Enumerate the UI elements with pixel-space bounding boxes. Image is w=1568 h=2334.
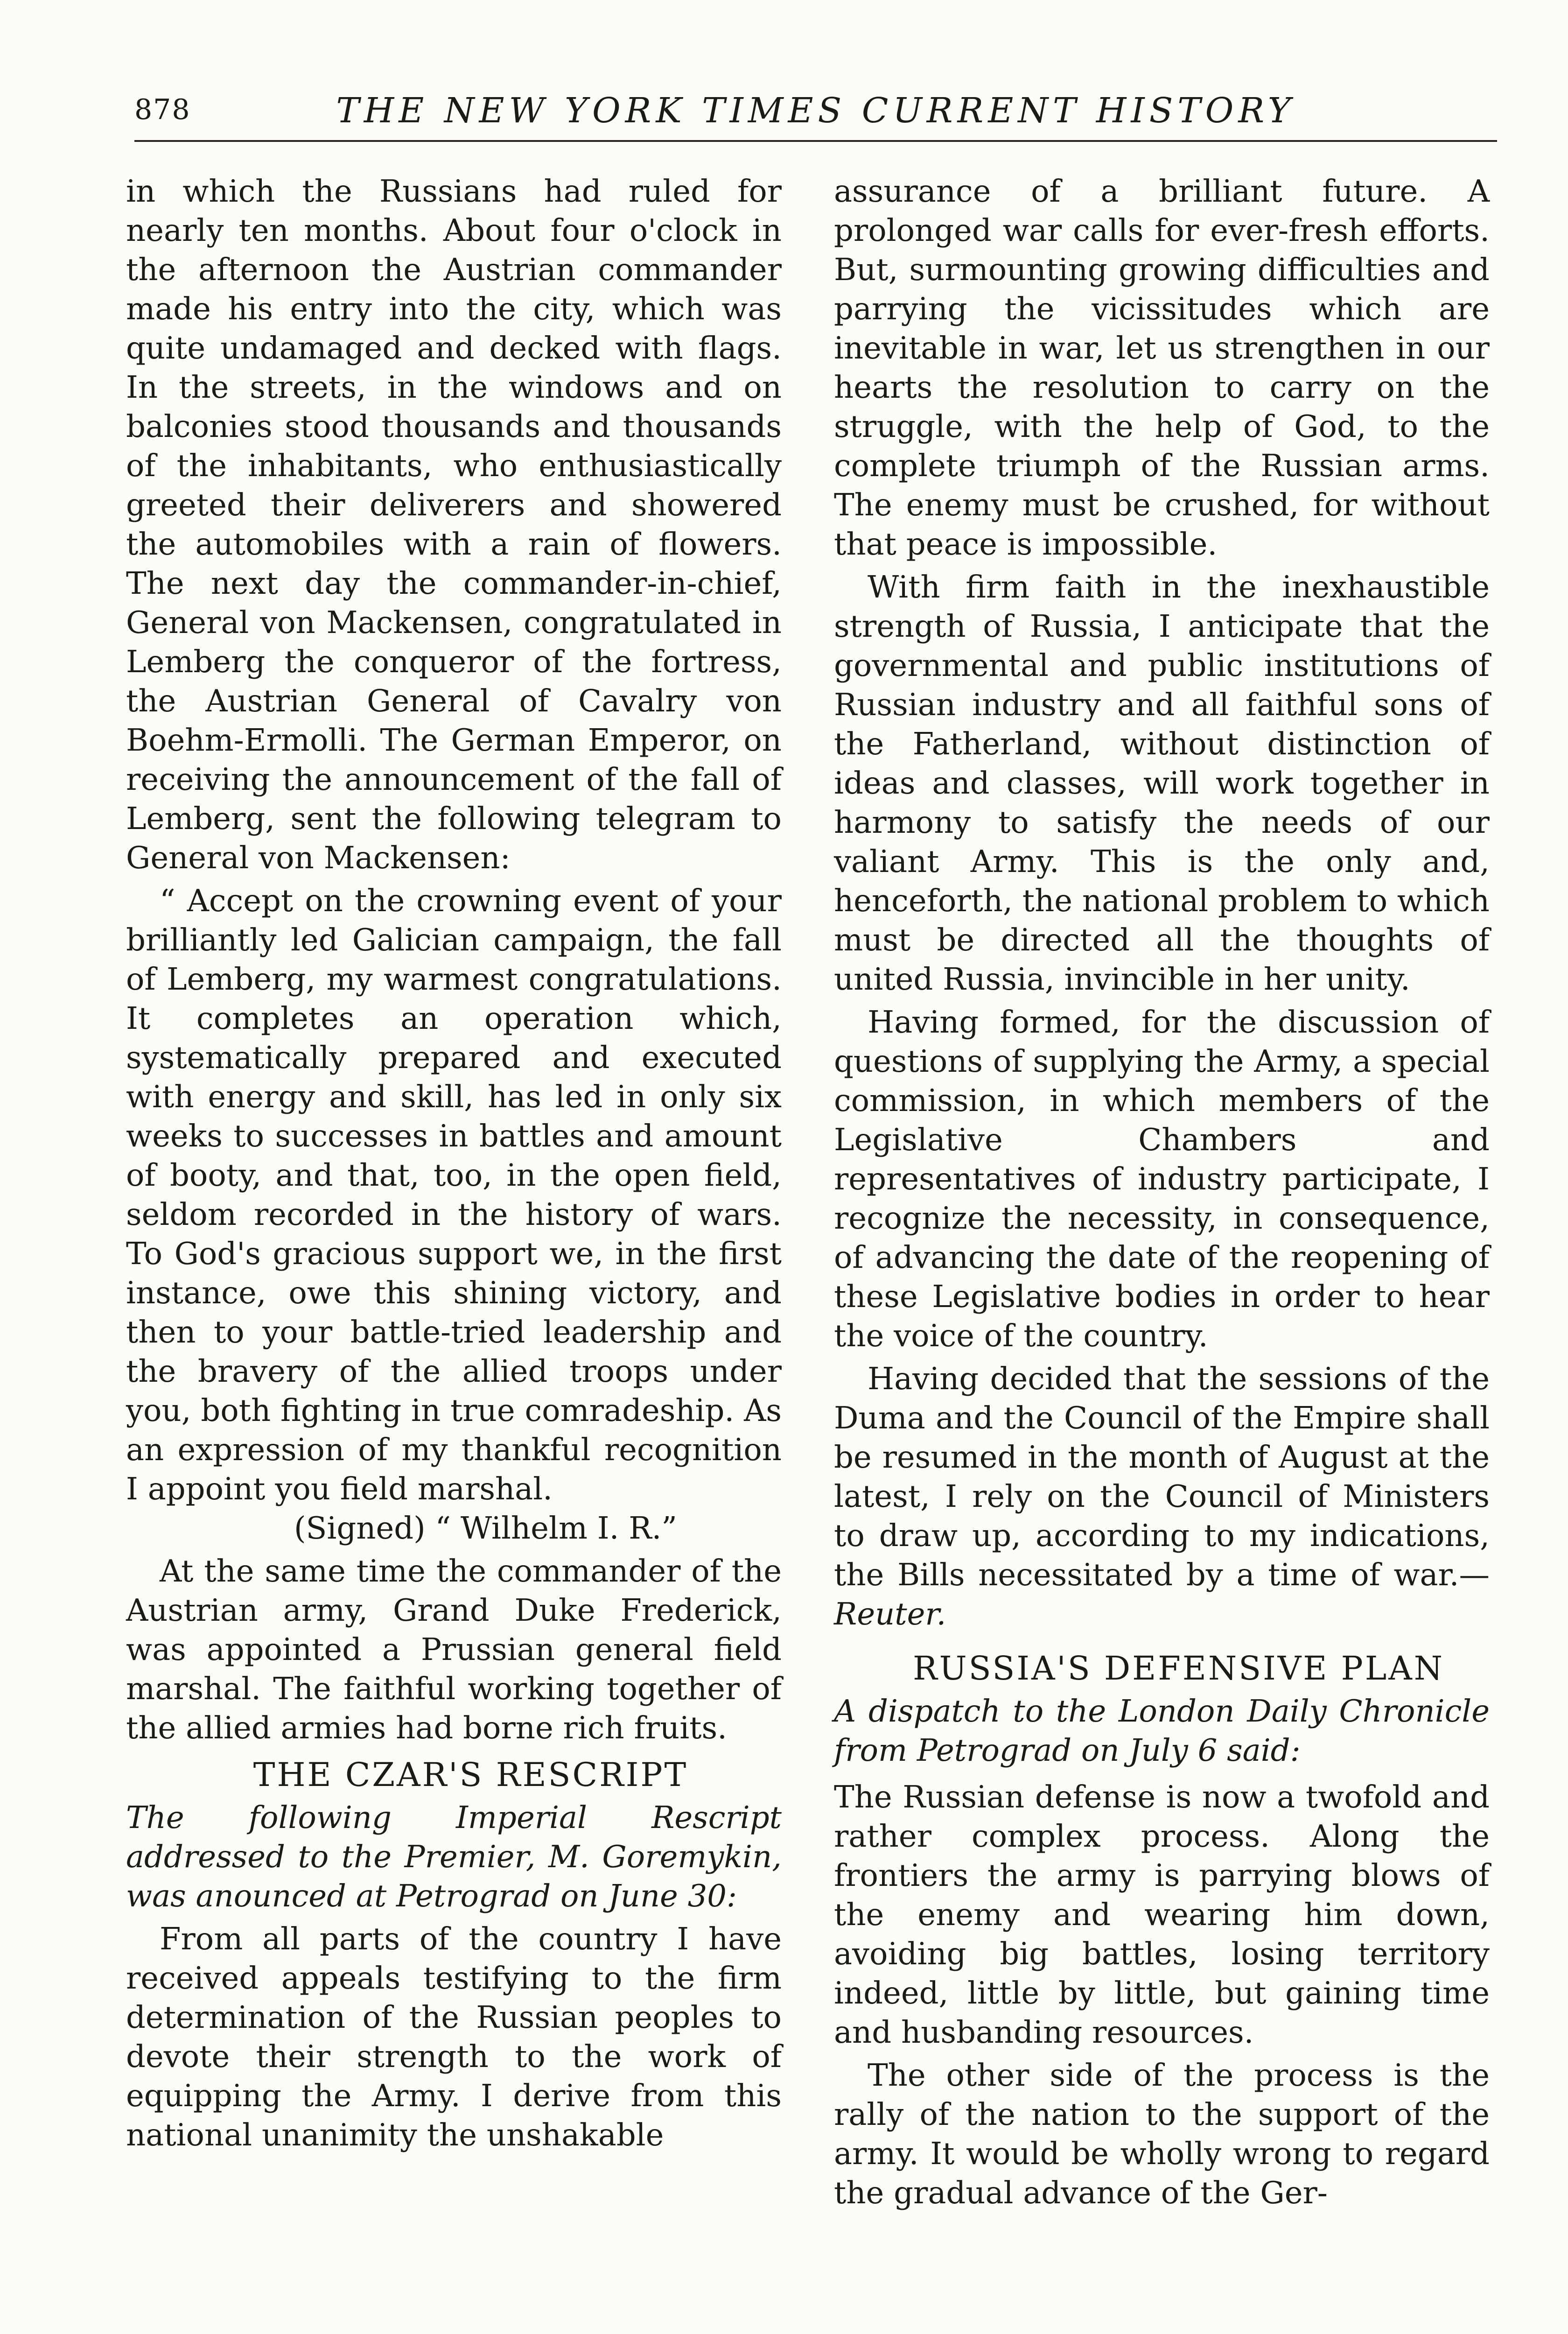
- left-column: [126, 172, 782, 2155]
- article-paragraph: From all parts of the country I have received appeals testifying to the firm determination of the Russian peoples to devote their strength to the work of equipping the Army. I derive from this national unanimity the unshakable: [126, 1921, 782, 2153]
- running-title: THE NEW YORK TIMES CURRENT HISTORY: [336, 91, 1295, 131]
- article-paragraph: The other side of the process is the rally of the nation to the support of the army. It would be wholly wrong to regard the gradual advance of the Ger-: [834, 2058, 1490, 2211]
- section-intro: A dispatch to the London Daily Chronicle from Petrograd on July 6 said:: [834, 1694, 1490, 1768]
- telegram-signature: (Signed) “ Wilhelm I. R.”: [294, 1511, 677, 1546]
- article-paragraph: Having formed, for the discussion of questions of supplying the Army, a special commission, in which members of the Legislative Chambers and representatives of industry participate, I recognize the necessity, in consequence, of advancing the date of the reopening of these Legislative bodies in order to hear the voice of the country.: [834, 1005, 1490, 1354]
- article-paragraph: The Russian defense is now a twofold and rather complex process. Along the frontiers the army is parrying blows of the enemy and wearing him down, avoiding big battles, losing territory indeed, little by little, but gaining time and husbanding resources.: [834, 1779, 1490, 2050]
- telegram-quote: “ Accept on the crowning event of your brilliantly led Galician campaign, the fall of Lemberg, my warmest congratulations. It completes an operation which, systematically prepared and executed with energy and skill, has led in only six weeks to successes in battles and amount of booty, and that, too, in the open field, seldom recorded in the history of wars. To God's gracious support we, in the first instance, owe this shining victory, and then to your battle-tried leadership and the bravery of the allied troops under you, both fighting in true comradeship. As an expression of my thankful recognition I appoint you field marshal.: [126, 883, 782, 1507]
- page-number: 878: [134, 93, 191, 126]
- source-credit: Reuter.: [834, 1596, 946, 1632]
- article-paragraph: in which the Russians had ruled for nearly ten months. About four o'clock in the afternoon the Austrian commander made his entry into the city, which was quite undamaged and decked with flags. In the streets, in the windows and on balconies stood thousands and thousands of the inhabitants, who enthusiastically greeted their deliverers and showered the automobiles with a rain of flowers. The next day the commander-in-chief, General von Mackensen, congratulated in Lemberg the conqueror of the fortress, the Austrian General of Cavalry von Boehm-Ermolli. The German Emperor, on receiving the announcement of the fall of Lemberg, sent the following telegram to General von Mackensen:: [126, 174, 782, 876]
- article-paragraph: [834, 1359, 1490, 1634]
- article-paragraph: With firm faith in the inexhaustible strength of Russia, I anticipate that the governmental and public institutions of Russian industry and all faithful sons of the Fatherland, without distinction of ideas and classes, will work together in harmony to satisfy the needs of our valiant Army. This is the only and, henceforth, the national problem to which must be directed all the thoughts of united Russia, invincible in her unity.: [834, 569, 1490, 997]
- article-paragraph: assurance of a brilliant future. A prolonged war calls for ever-fresh efforts. But, surmounting growing difficulties and parrying the vicissitudes which are inevitable in war, let us strengthen in our hearts the resolution to carry on the struggle, with the help of God, to the complete triumph of the Russian arms. The enemy must be crushed, for without that peace is impossible.: [834, 174, 1490, 562]
- section-heading: THE CZAR'S RESCRIPT: [253, 1756, 688, 1794]
- section-intro: The following Imperial Rescript addressed to the Premier, M. Goremykin, was anounced at Petrograd on June 30:: [126, 1800, 782, 1914]
- article-paragraph: At the same time the commander of the Austrian army, Grand Duke Frederick, was appointed a Prussian general field marshal. The faithful working together of the allied armies had borne rich fruits.: [126, 1554, 782, 1746]
- paragraph-text: Having decided that the sessions of the Duma and the Council of the Empire shall be resumed in the month of August at the latest, I rely on the Council of Ministers to draw up, according to my indications, the Bills necessitated by a time of war.—: [834, 1361, 1490, 1593]
- right-column: [834, 172, 1490, 2213]
- page-header: [134, 89, 1497, 142]
- section-heading: RUSSIA'S DEFENSIVE PLAN: [912, 1649, 1445, 1687]
